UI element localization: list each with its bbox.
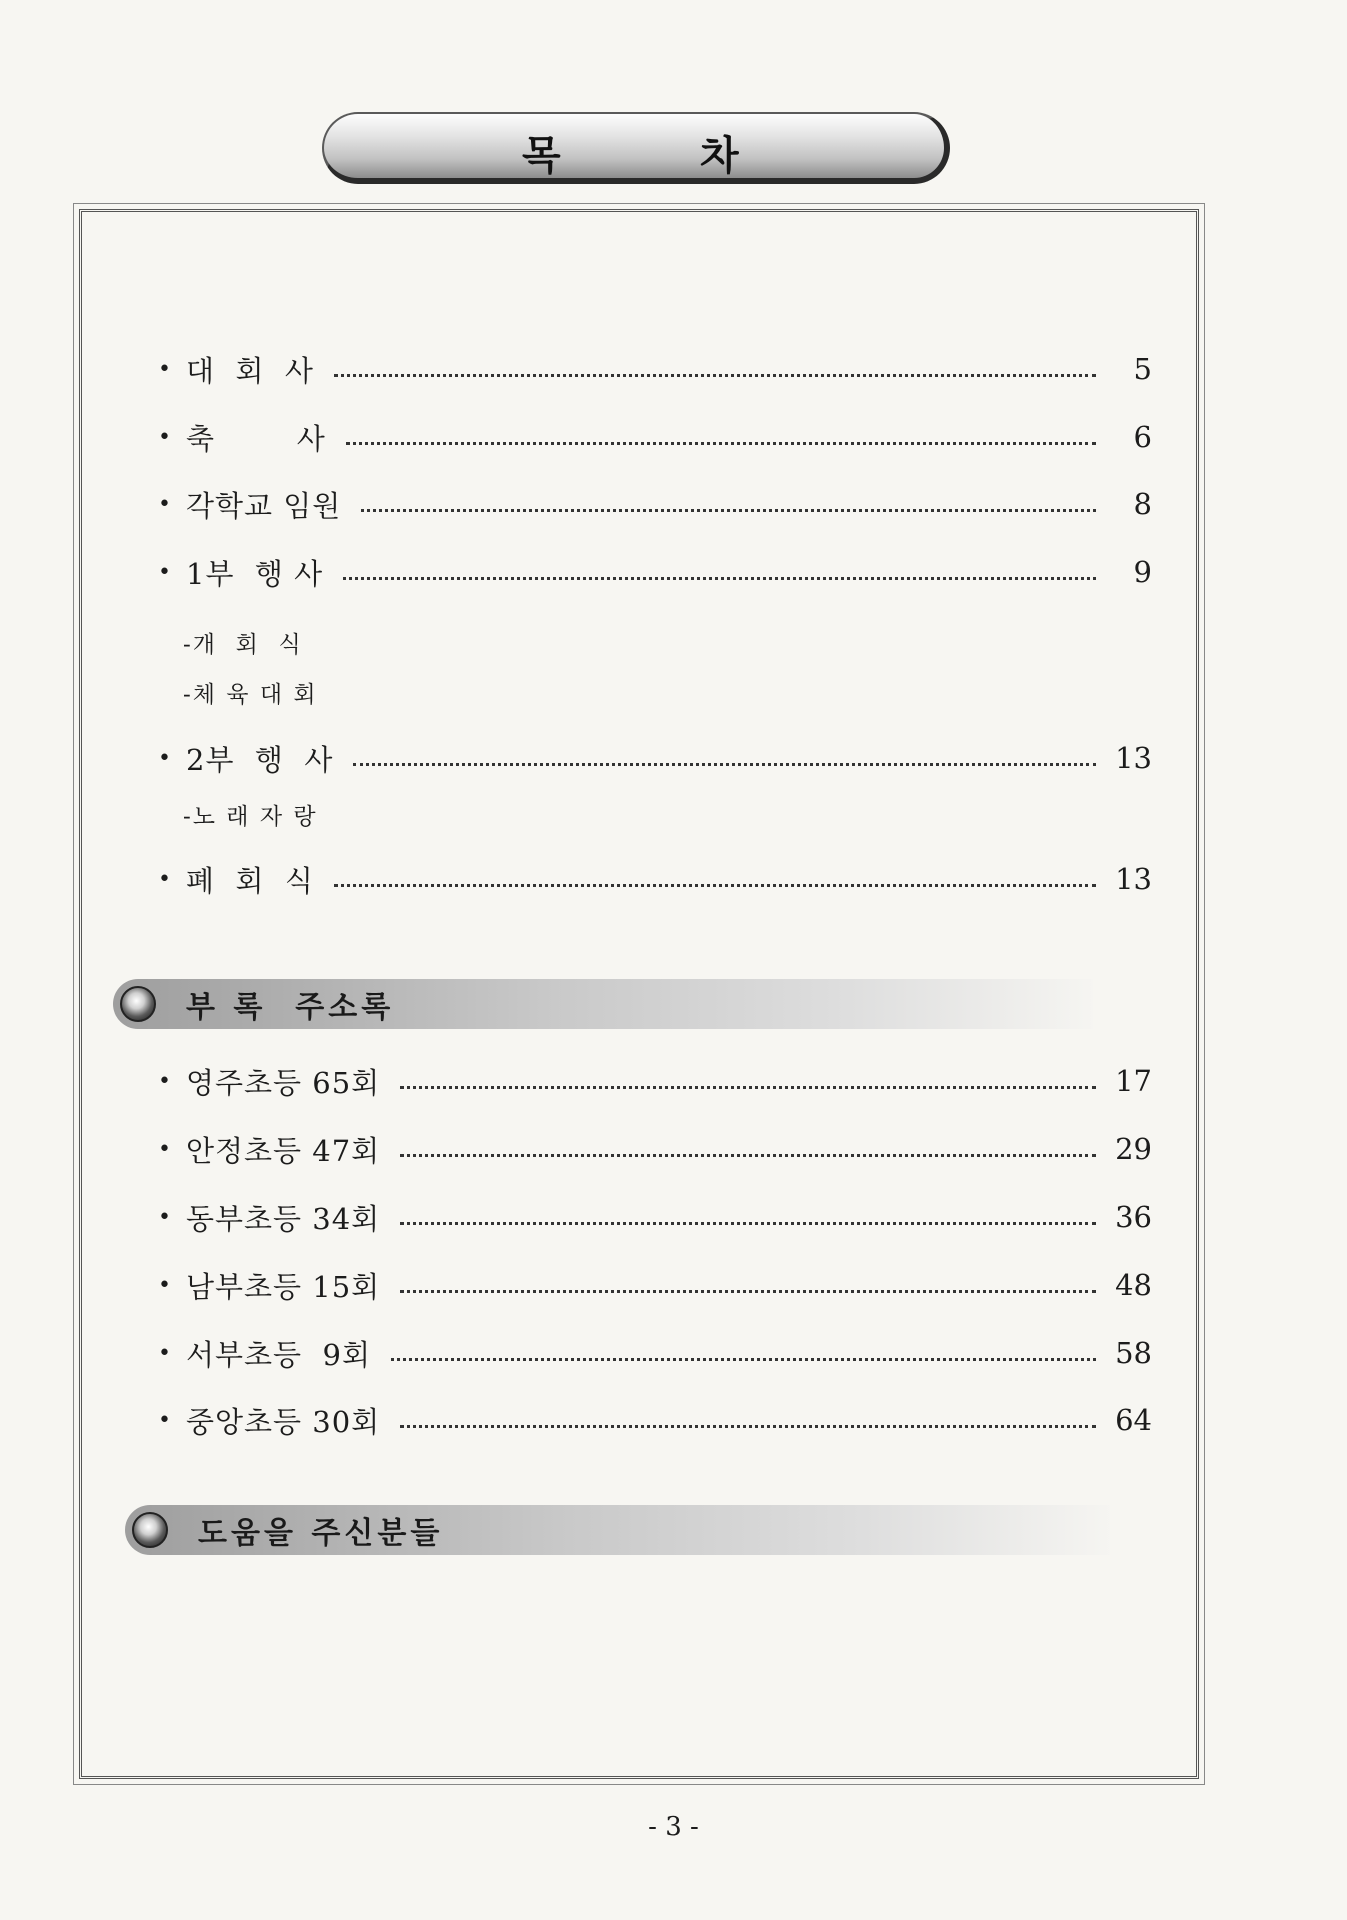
toc-sub-item: -체 육 대 회 (183, 682, 318, 708)
title-char-1: 목 (522, 133, 561, 179)
appendix-page: 17 (1115, 1064, 1152, 1098)
title-char-2: 차 (700, 133, 739, 179)
appendix-label: 서부초등 9회 (186, 1337, 371, 1372)
appendix-entry (158, 1265, 1152, 1305)
circle-bullet-icon (132, 1512, 168, 1548)
toc-page: 13 (1115, 741, 1152, 775)
appendix-entry (158, 1333, 1152, 1373)
appendix-label: 안정초등 47회 (186, 1133, 381, 1168)
toc-sub-item: -노 래 자 랑 (183, 804, 318, 830)
appendix-page: 36 (1115, 1200, 1152, 1234)
toc-page: 13 (1115, 862, 1152, 896)
toc-page: 6 (1133, 420, 1152, 454)
dot-leader (343, 577, 1096, 580)
toc-page: 8 (1133, 487, 1152, 521)
appendix-page: 64 (1115, 1403, 1152, 1437)
toc-label: 대 회 사 (186, 353, 314, 388)
toc-label: 축 사 (186, 421, 326, 456)
dot-leader (400, 1425, 1096, 1428)
toc-label: 폐 회 식 (186, 863, 314, 898)
toc-page: 9 (1133, 555, 1152, 589)
bullet-icon: • (158, 1407, 171, 1433)
dot-leader (353, 763, 1096, 766)
dot-leader (361, 509, 1096, 512)
dot-leader (334, 374, 1096, 377)
dot-leader (400, 1086, 1096, 1089)
bullet-icon: • (158, 1272, 171, 1298)
appendix-label: 남부초등 15회 (186, 1269, 381, 1304)
bullet-icon: • (158, 866, 171, 892)
appendix-label: 동부초등 34회 (186, 1201, 381, 1236)
bullet-icon: • (158, 356, 171, 382)
toc-entry (158, 484, 1152, 524)
dot-leader (400, 1222, 1096, 1225)
toc-entry (158, 417, 1152, 457)
bullet-icon: • (158, 424, 171, 450)
bullet-icon: • (158, 1340, 171, 1366)
appendix-page: 48 (1115, 1268, 1152, 1302)
toc-label: 각학교 임원 (186, 488, 342, 523)
appendix-label: 중앙초등 30회 (186, 1404, 381, 1439)
dot-leader (400, 1154, 1096, 1157)
appendix-label: 영주초등 65회 (186, 1065, 381, 1100)
toc-label: 2부 행 사 (186, 742, 334, 777)
appendix-entry (158, 1061, 1152, 1101)
bullet-icon: • (158, 1204, 171, 1230)
page-number: - 3 - (648, 1812, 699, 1842)
toc-sub-item: -개 회 식 (183, 632, 303, 658)
appendix-page: 58 (1115, 1336, 1152, 1370)
dot-leader (334, 884, 1096, 887)
appendix-entry (158, 1197, 1152, 1237)
section-header-appendix (113, 979, 1093, 1029)
dot-leader (346, 442, 1096, 445)
bullet-icon: • (158, 1068, 171, 1094)
section-title: 도움을 주신분들 (198, 1516, 444, 1551)
section-title: 부 록 주소록 (186, 990, 395, 1025)
toc-entry (158, 552, 1152, 592)
toc-entry (158, 349, 1152, 389)
appendix-entry (158, 1129, 1152, 1169)
toc-label: 1부 행 사 (186, 556, 324, 591)
appendix-entry (158, 1400, 1152, 1440)
bullet-icon: • (158, 491, 171, 517)
toc-entry (158, 859, 1152, 899)
bullet-icon: • (158, 1136, 171, 1162)
bullet-icon: • (158, 559, 171, 585)
section-header-sponsors (125, 1505, 1110, 1555)
dot-leader (391, 1358, 1096, 1361)
toc-page: 5 (1133, 352, 1152, 386)
circle-bullet-icon (120, 986, 156, 1022)
dot-leader (400, 1290, 1096, 1293)
title-banner (322, 112, 950, 184)
toc-entry (158, 738, 1152, 778)
bullet-icon: • (158, 745, 171, 771)
appendix-page: 29 (1115, 1132, 1152, 1166)
